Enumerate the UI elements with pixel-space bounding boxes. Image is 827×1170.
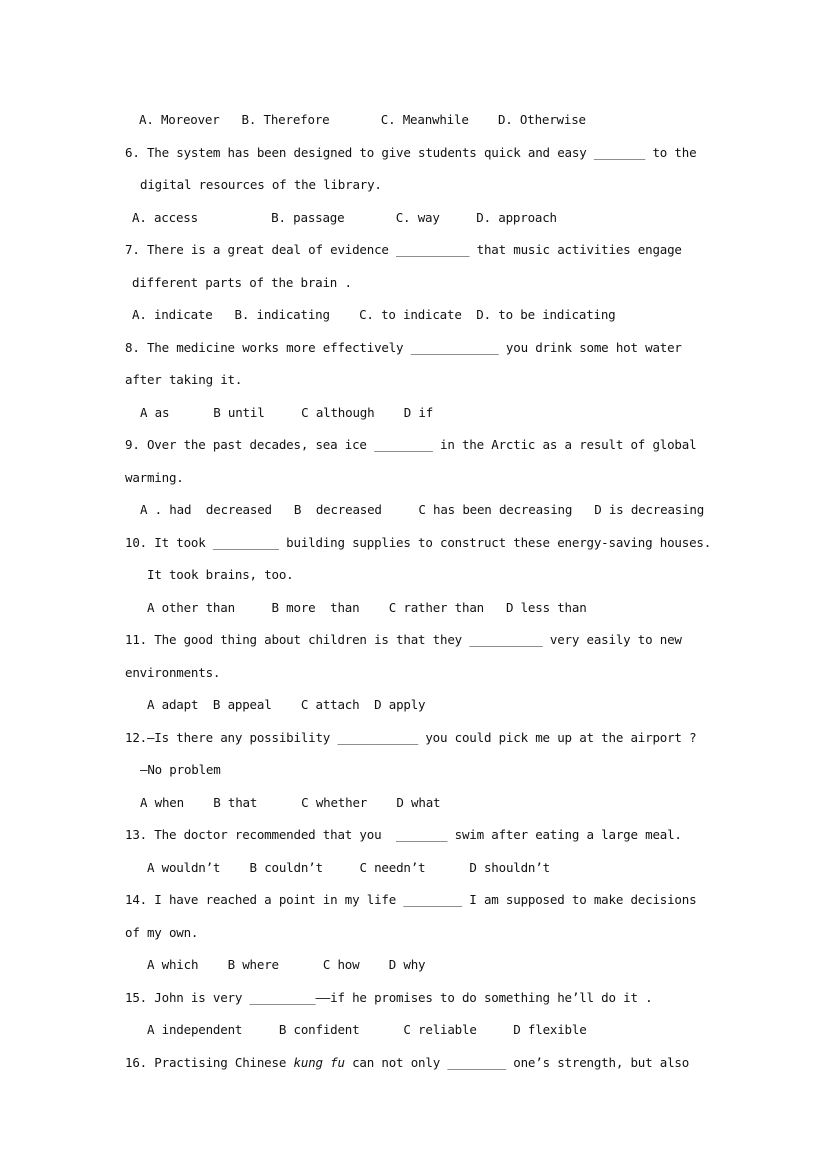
- q16-term-kung-fu: kung fu: [293, 1055, 345, 1070]
- q12-stem-line2: —No problem: [140, 762, 221, 777]
- q6-stem-line2: digital resources of the library.: [140, 177, 382, 192]
- q9-options: A . had decreased B decreased C has been decreasing D is decreasing: [140, 502, 705, 517]
- q7-stem-line1: 7. There is a great deal of evidence __________ that music activities engage: [125, 242, 682, 257]
- q14-options: A which B where C how D why: [147, 957, 426, 972]
- q7-stem-line2: different parts of the brain .: [132, 275, 352, 290]
- q16-prefix: 16. Practising Chinese: [125, 1055, 294, 1070]
- q6-options: A. access B. passage C. way D. approach: [132, 210, 557, 225]
- q16-stem-line1: [125, 1055, 689, 1071]
- q11-stem-line1: 11. The good thing about children is that they __________ very easily to new: [125, 632, 682, 647]
- q9-stem-line1: 9. Over the past decades, sea ice ________ in the Arctic as a result of global: [125, 437, 697, 452]
- q9-stem-line2: warming.: [125, 470, 184, 485]
- q8-stem-line2: after taking it.: [125, 372, 243, 387]
- q6-stem-line1: 6. The system has been designed to give students quick and easy _______ to the: [125, 145, 697, 160]
- q15-options: A independent B confident C reliable D flexible: [147, 1022, 587, 1037]
- q10-options: A other than B more than C rather than D less than: [147, 600, 587, 615]
- q12-options: A when B that C whether D what: [140, 795, 441, 810]
- q13-stem-line1: 13. The doctor recommended that you _______ swim after eating a large meal.: [125, 827, 682, 842]
- q10-stem-line2: It took brains, too.: [147, 567, 294, 582]
- q8-stem-line1: 8. The medicine works more effectively ____________ you drink some hot water: [125, 340, 682, 355]
- q13-options: A wouldn’t B couldn’t C needn’t D shouldn’t: [147, 860, 550, 875]
- q11-stem-line2: environments.: [125, 665, 221, 680]
- q11-options: A adapt B appeal C attach D apply: [147, 697, 426, 712]
- q14-stem-line2: of my own.: [125, 925, 199, 940]
- q10-stem-line1: 10. It took _________ building supplies to construct these energy-saving houses.: [125, 535, 712, 550]
- q16-suffix: can not only ________ one’s strength, but also: [344, 1055, 690, 1070]
- q7-options: A. indicate B. indicating C. to indicate D. to be indicating: [132, 307, 616, 322]
- q14-stem-line1: 14. I have reached a point in my life ________ I am supposed to make decisions: [125, 892, 697, 907]
- q5-options: A. Moreover B. Therefore C. Meanwhile D. Otherwise: [139, 112, 586, 127]
- q15-stem-line1: 15. John is very _________——if he promises to do something he’ll do it .: [125, 990, 653, 1005]
- q12-stem-line1: 12.—Is there any possibility ___________ you could pick me up at the airport ?: [125, 730, 697, 745]
- q8-options: A as B until C although D if: [140, 405, 434, 420]
